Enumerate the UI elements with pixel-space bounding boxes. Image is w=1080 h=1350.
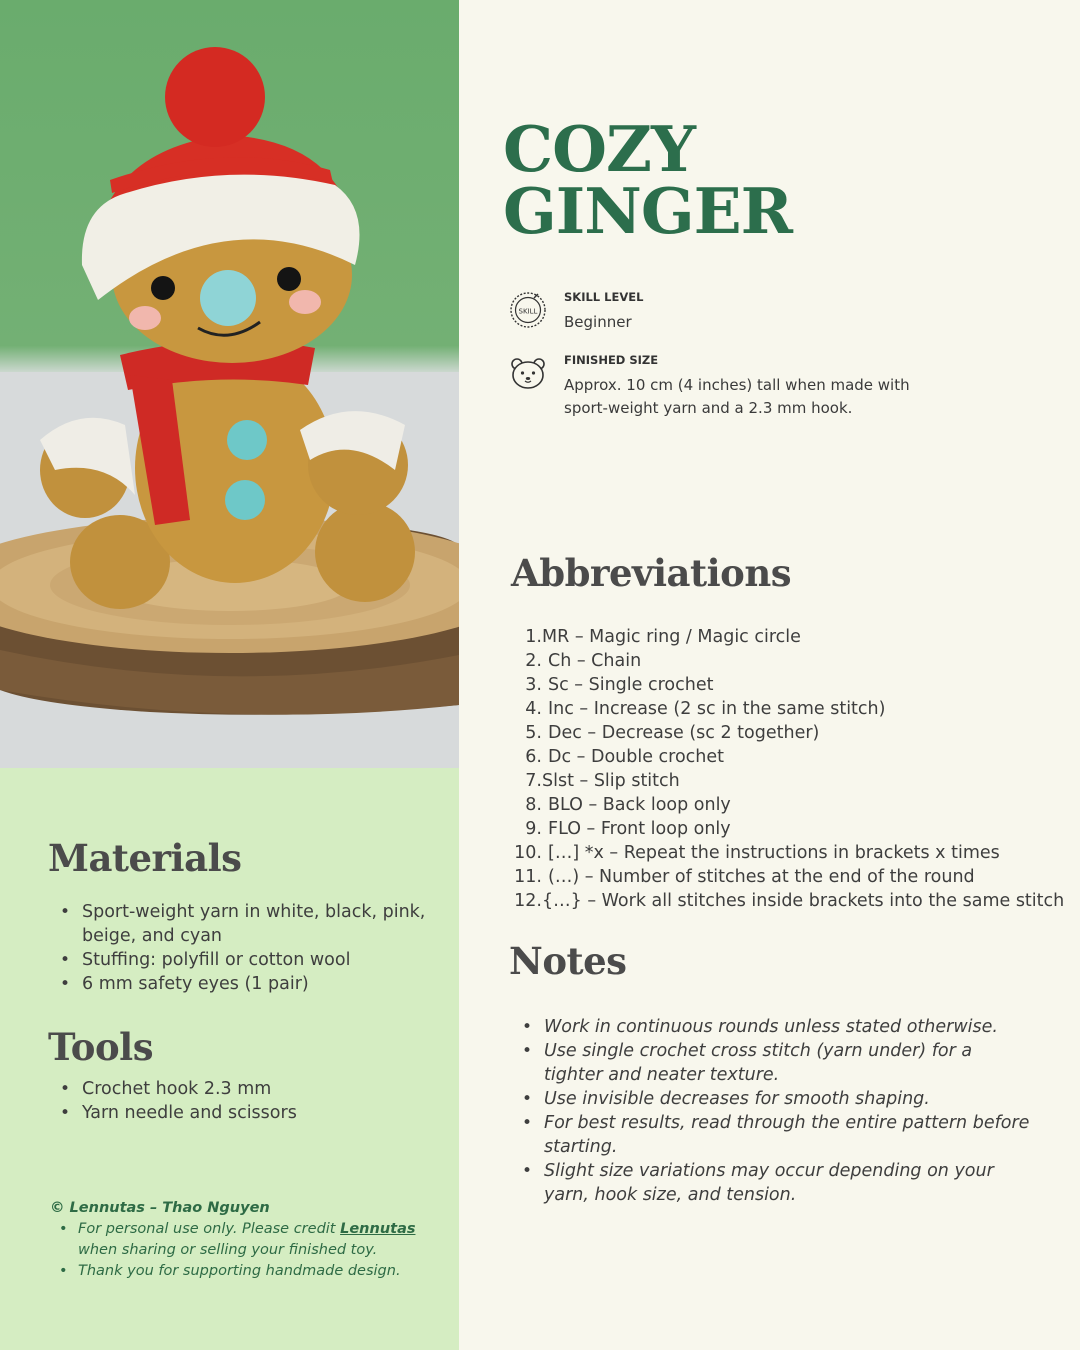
materials-list — [48, 900, 448, 996]
list-item — [512, 649, 1052, 673]
list-item — [512, 793, 1052, 817]
list-item: • For best results, read through the entire pattern before starting. — [510, 1111, 1030, 1159]
list-text: {…} – Work all stitches inside brackets into the same stitch — [542, 891, 1065, 911]
list-item — [512, 673, 1052, 697]
list-text: BLO – Back loop only — [548, 795, 731, 815]
credit-block — [50, 1197, 450, 1282]
list-item — [512, 865, 1052, 889]
list-text: MR – Magic ring / Magic circle — [542, 627, 801, 647]
list-item — [512, 817, 1052, 841]
title-line: GINGER — [503, 174, 793, 248]
list-number: 5. — [525, 723, 542, 743]
skill-level-value: Beginner — [564, 313, 632, 331]
list-number: 4. — [525, 699, 542, 719]
list-text: […] *x – Repeat the instructions in brackets x times — [548, 843, 1000, 863]
abbreviations-heading: Abbreviations — [511, 551, 792, 595]
list-item: • Use invisible decreases for smooth shaping. — [510, 1087, 1030, 1111]
pattern-title — [503, 112, 1023, 248]
credit-item: • Thank you for supporting handmade design. — [50, 1261, 450, 1282]
abbreviations-list — [512, 625, 1065, 913]
copyright-line: © Lennutas – Thao Nguyen — [50, 1200, 270, 1216]
list-item — [512, 769, 1052, 793]
list-number: 3. — [525, 675, 542, 695]
lennutas-link[interactable]: Lennutas — [340, 1221, 416, 1237]
skill-badge-icon — [508, 290, 548, 330]
list-item — [512, 889, 1065, 913]
notes-heading: Notes — [509, 939, 627, 983]
list-item: • Use single crochet cross stitch (yarn under) for a tighter and neater texture. — [510, 1039, 1030, 1087]
list-number: 6. — [525, 747, 542, 767]
list-text: Ch – Chain — [548, 651, 642, 671]
list-text: Dc – Double crochet — [548, 747, 725, 767]
list-item: • Yarn needle and scissors — [48, 1101, 448, 1125]
list-item: • 6 mm safety eyes (1 pair) — [48, 972, 448, 996]
credit-text: For personal use only. Please credit — [78, 1221, 341, 1237]
bear-icon — [508, 353, 548, 393]
skill-level-label: SKILL LEVEL — [564, 290, 644, 304]
list-text: Inc – Increase (2 sc in the same stitch) — [548, 699, 886, 719]
gingerbread-amigurumi-illustration — [0, 0, 459, 768]
list-text: FLO – Front loop only — [548, 819, 731, 839]
finished-size-value: Approx. 10 cm (4 inches) tall when made with sport-weight yarn and a 2.3 mm hook. — [564, 376, 910, 417]
list-number: 7. — [525, 771, 542, 791]
credit-text: when sharing or selling your finished toy. — [78, 1242, 378, 1258]
list-item — [512, 721, 1052, 745]
list-number: 2. — [525, 651, 542, 671]
tools-list — [48, 1077, 448, 1125]
skill-icon-text: SKILL — [518, 307, 538, 316]
list-item: • Slight size variations may occur depending on your yarn, hook size, and tension. — [510, 1159, 1030, 1207]
list-text: Dec – Decrease (sc 2 together) — [548, 723, 820, 743]
materials-heading: Materials — [48, 836, 242, 880]
list-item — [512, 625, 1052, 649]
list-item: • Work in continuous rounds unless stated otherwise. — [510, 1015, 1030, 1039]
list-item — [512, 697, 1052, 721]
list-number: 10. — [514, 843, 542, 863]
list-item — [512, 841, 1052, 865]
finished-size-label: FINISHED SIZE — [564, 353, 659, 367]
list-item: • Crochet hook 2.3 mm — [48, 1077, 448, 1101]
list-text: Sc – Single crochet — [548, 675, 714, 695]
list-number: 8. — [525, 795, 542, 815]
list-number: 9. — [525, 819, 542, 839]
list-number: 12. — [514, 891, 542, 911]
list-text: Slst – Slip stitch — [542, 771, 680, 791]
list-number: 11. — [514, 867, 542, 887]
finished-size-row — [508, 353, 958, 423]
credit-item — [50, 1219, 450, 1261]
list-item: • Stuffing: polyfill or cotton wool — [48, 948, 448, 972]
notes-list — [510, 1015, 1030, 1207]
list-item: • Sport-weight yarn in white, black, pink, beige, and cyan — [48, 900, 448, 948]
list-number: 1. — [525, 627, 542, 647]
skill-level-row — [508, 290, 958, 340]
product-photo — [0, 0, 459, 768]
list-text: (…) – Number of stitches at the end of the round — [548, 867, 975, 887]
title-line: COZY — [503, 112, 695, 186]
list-item — [512, 745, 1052, 769]
tools-heading: Tools — [48, 1025, 154, 1069]
